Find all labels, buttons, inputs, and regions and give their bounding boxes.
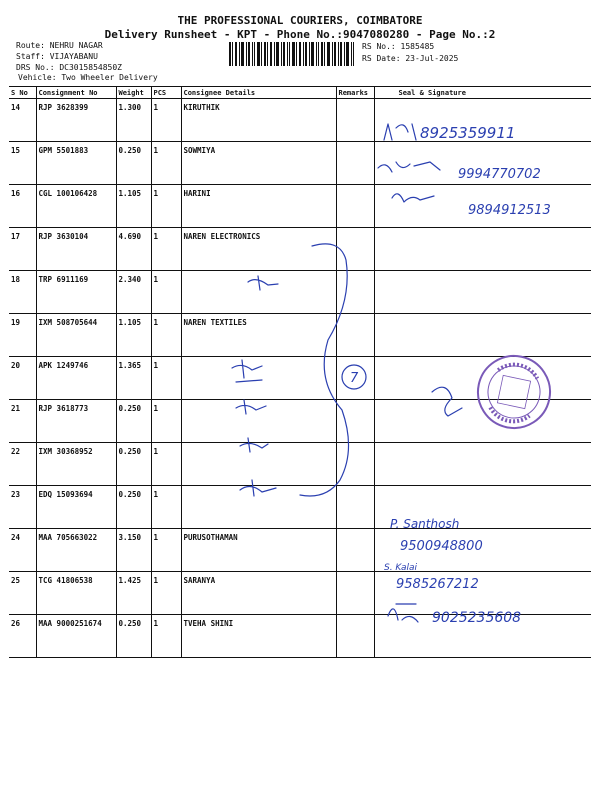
pieces-count: 1 [151, 443, 181, 486]
handwritten-phone: 9025235608 [432, 610, 522, 626]
pieces-count: 1 [151, 185, 181, 228]
serial-number: 26 [9, 615, 36, 658]
consignee-name: SARANYA [181, 572, 336, 615]
serial-number: 22 [9, 443, 36, 486]
consignment-number: RJP 3618773 [36, 400, 116, 443]
delivery-bracket-line [300, 244, 349, 496]
handwritten-name: P. Santhosh [390, 517, 460, 531]
consignee-name: NAREN TEXTILES [181, 314, 336, 357]
consignment-number: CGL 100106428 [36, 185, 116, 228]
weight-value: 0.250 [116, 142, 151, 185]
signature-scribble [432, 387, 462, 416]
column-header: S No [9, 87, 36, 99]
circled-number: 7 [350, 371, 359, 386]
serial-number: 25 [9, 572, 36, 615]
signature-scribble [392, 194, 434, 202]
consignment-number: APK 1249746 [36, 357, 116, 400]
consignee-name: HARINI [181, 185, 336, 228]
signature-scribble [388, 604, 418, 622]
pieces-count: 1 [151, 615, 181, 658]
weight-value: 1.300 [116, 99, 151, 142]
handwritten-phone: 8925359911 [420, 124, 516, 142]
pieces-count: 1 [151, 486, 181, 529]
consignee-name: TVEHA SHINI [181, 615, 336, 658]
serial-number: 18 [9, 271, 36, 314]
pieces-count: 1 [151, 228, 181, 271]
consignment-number: EDQ 15093694 [36, 486, 116, 529]
weight-value: 4.690 [116, 228, 151, 271]
pieces-count: 1 [151, 271, 181, 314]
consignment-number: RJP 3628399 [36, 99, 116, 142]
handwritten-phone: 9894912513 [468, 203, 551, 218]
signature-scribble [378, 162, 440, 172]
serial-number: 24 [9, 529, 36, 572]
signature-scribble [384, 124, 416, 140]
weight-value: 0.250 [116, 443, 151, 486]
weight-value: 1.105 [116, 314, 151, 357]
consignee-name: NAREN ELECTRONICS [181, 228, 336, 271]
weight-value: 2.340 [116, 271, 151, 314]
consignment-number: GPM 5501883 [36, 142, 116, 185]
column-header: PCS [151, 87, 181, 99]
consignment-number: RJP 3630104 [36, 228, 116, 271]
column-header: Weight [116, 87, 151, 99]
rs-number: RS No.: 1585485 [362, 42, 435, 51]
signature-scribble [232, 360, 262, 382]
weight-value: 0.250 [116, 615, 151, 658]
pieces-count: 1 [151, 314, 181, 357]
pieces-count: 1 [151, 529, 181, 572]
weight-value: 0.250 [116, 486, 151, 529]
handwritten-phone: 9994770702 [458, 167, 541, 182]
consignee-name: SOWMIYA [181, 142, 336, 185]
handwritten-name: S. Kalai [384, 563, 418, 573]
serial-number: 15 [9, 142, 36, 185]
pieces-count: 1 [151, 572, 181, 615]
consignee-name: KIRUTHIK [181, 99, 336, 142]
column-header: Seal & Signature [374, 87, 591, 99]
consignment-number: MAA 705663022 [36, 529, 116, 572]
consignee-name: PURUSOTHAMAN [181, 529, 336, 572]
route-label: Route: NEHRU NAGAR [16, 41, 103, 50]
weight-value: 1.105 [116, 185, 151, 228]
company-seal-stamp [471, 349, 556, 434]
serial-number: 16 [9, 185, 36, 228]
serial-number: 23 [9, 486, 36, 529]
consignment-number: TRP 6911169 [36, 271, 116, 314]
vehicle-label: Vehicle: Two Wheeler Delivery [18, 73, 158, 82]
weight-value: 0.250 [116, 400, 151, 443]
column-header: Consignment No [36, 87, 116, 99]
signature-scribble [248, 276, 278, 290]
pieces-count: 1 [151, 400, 181, 443]
weight-value: 1.365 [116, 357, 151, 400]
consignment-number: IXM 508705644 [36, 314, 116, 357]
runsheet-subtitle: Delivery Runsheet - KPT - Phone No.:9047080280 - Page No.:2 [104, 28, 496, 41]
weight-value: 3.150 [116, 529, 151, 572]
pieces-count: 1 [151, 357, 181, 400]
serial-number: 21 [9, 400, 36, 443]
signature-scribble [240, 438, 268, 452]
serial-number: 19 [9, 314, 36, 357]
column-header: Consignee Details [181, 87, 336, 99]
signature-scribble [236, 400, 266, 414]
pieces-count: 1 [151, 99, 181, 142]
staff-label: Staff: VIJAYABANU [16, 52, 98, 61]
consignment-number: MAA 9000251674 [36, 615, 116, 658]
consignment-number: TCG 41806538 [36, 572, 116, 615]
signature-scribble [240, 480, 276, 496]
rs-date: RS Date: 23-Jul-2025 [362, 54, 459, 63]
consignment-number: IXM 30368952 [36, 443, 116, 486]
weight-value: 1.425 [116, 572, 151, 615]
serial-number: 20 [9, 357, 36, 400]
company-title: THE PROFESSIONAL COURIERS, COIMBATORE [177, 14, 423, 27]
pieces-count: 1 [151, 142, 181, 185]
handwritten-phone: 9500948800 [400, 539, 483, 554]
drs-number: DRS No.: DC3015854850Z [16, 63, 122, 72]
column-header: Remarks [336, 87, 374, 99]
handwritten-phone: 9585267212 [396, 577, 479, 592]
serial-number: 17 [9, 228, 36, 271]
serial-number: 14 [9, 99, 36, 142]
